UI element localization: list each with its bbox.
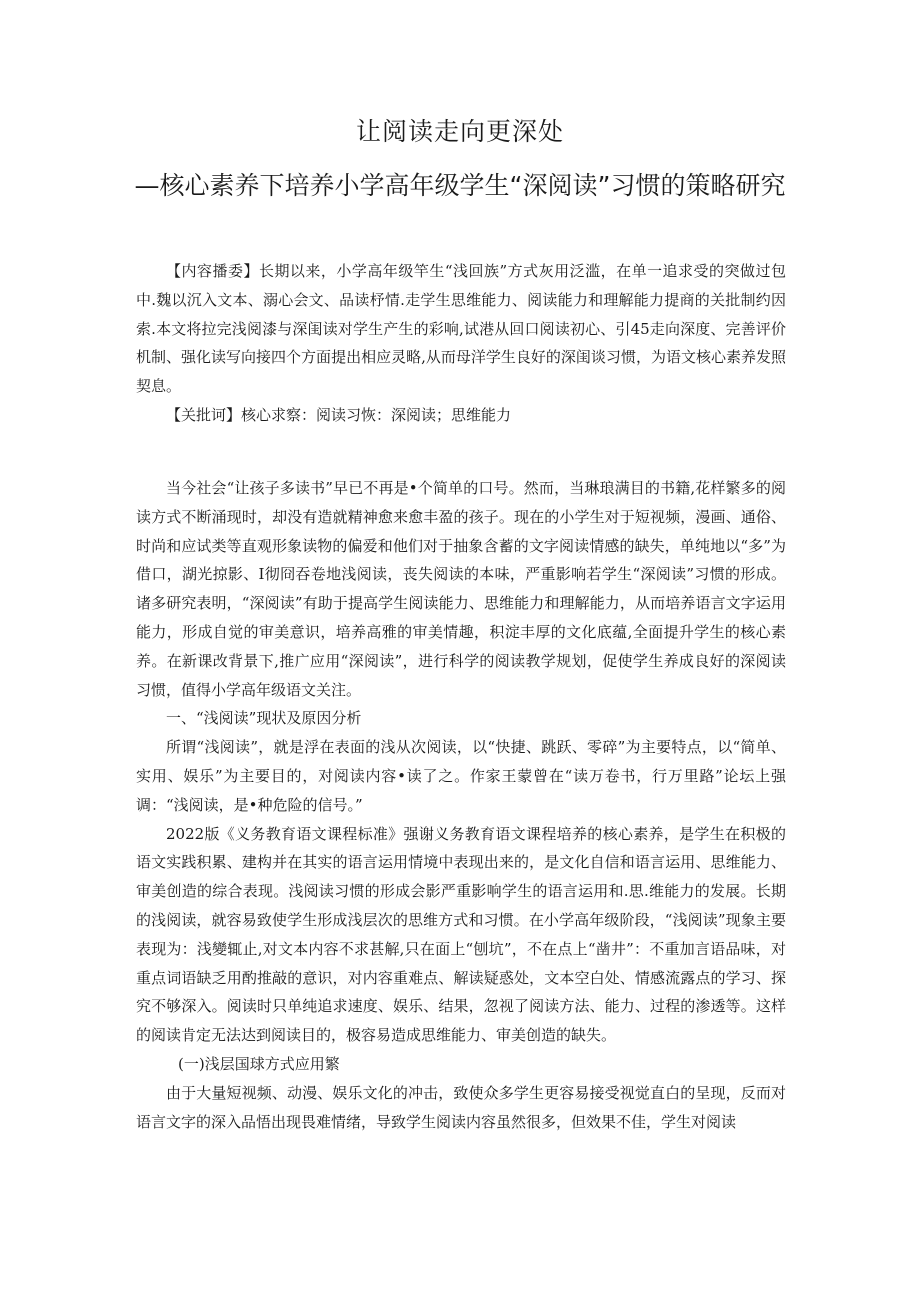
section-heading: 一、“浅阅读”现状及原因分析 bbox=[166, 709, 362, 728]
keywords-line: 【关批诃】核心求察：阅读习恢：深阅读；思维能力 bbox=[166, 405, 512, 424]
body-paragraph: 当今社会“让孩子多读书”早已不再是•个简单的口号。然而，当琳琅满目的书籍,花样繁多的阅读方式不断涌现时，却没有造就精神愈来愈丰盈的孩子。现在的小学生对于短视频，漫画、通俗、时尚和应试类等直观形象读物的偏爱和他们对于抽象含蓄的文字阅读情感的缺失，单纯地以“多”为借口，湖光掠影、I彻冏吞卷地浅阅读，丧失阅读的本味，严重影响若学生“深阅读”习惯的形成。诸多研究表明，“深阅读”有助于提高学生阅读能力、思维能力和理解能力，从而培养语言文字运用能力，形成自觉的审美意识，培养高雅的审美情趣，积淀丰厚的文化底蕴,全面提升学生的核心素养。在新课改背景下,推广应用“深阅读”，进行科学的阅读教学规划，促使学生养成良好的深阅读习惯，值得小学高年级语文关注。 bbox=[136, 479, 786, 699]
abstract-text: 【内容播委】长期以来，小学高年级竿生“浅回族”方式灰用泛滥，在单一追求受的突做过包中.魏以沉入文本、溺心会文、品读杼情.走学生思维能力、阅读能力和理解能力提商的关批制约因索.本文将拉完浅阅漆与深闺读对学生产生的彩响,试港从回口阅读初心、引45走向深度、完善评价机制、强化读写向接四个方面提出相应灵略,从而母洋学生良好的深闺谈习惯，为语文核心素养发照契息。 bbox=[136, 262, 786, 396]
page-title: 让阅读走向更深处 bbox=[355, 117, 564, 146]
abstract-section bbox=[136, 257, 786, 430]
body-paragraph: 2022版《义务教育语文课程标准》强谢义务教育语文课程培养的核心素养，是学生在积极的语文实践积累、建构并在其实的语言运用情境中表现出来的，是文化自信和语言运用、思维能力、审美创造的综合表现。浅阅读习惯的形成会影严重影响学生的语言运用和.思.维能力的发展。长期的浅阅读，就容易致使学生形成浅层次的思维方式和习惯。在小学高年级阶段，“浅阅读”现象主要表现为：浅變辄止,对文本内容不求甚解,只在面上“刨坑”，不在点上“凿井”：不重加言语品味，对重点词语缺乏用酌推敲的意识，对内容重难点、解读疑惑处，文本空白处、情感流露点的学习、探究不够深入。阅读时只单纯追求速度、娱乐、结果，忽视了阅读方法、能力、过程的渗透等。这样的阅读肯定无法达到阅读目的，极容易造成思维能力、审美创造的缺失。 bbox=[136, 824, 786, 1045]
main-text bbox=[136, 474, 786, 1136]
subsection-heading: (一)浅层国球方式应用繁 bbox=[178, 1054, 340, 1073]
page-subtitle: —核心素养下培养小学高年级学生“深阅读”习惯的策略研究 bbox=[134, 171, 786, 200]
body-paragraph: 所谓“浅阅读”，就是浮在表面的浅从次阅读，以“快捷、跳跃、零碎”为主要特点，以“简单、实用、娱乐”为主要目的，对阅读内容•读了之。作家王蒙曾在“读万卷书，行万里路”论坛上强调：“浅阅读，是•种危险的信号。” bbox=[136, 738, 786, 814]
body-paragraph: 由于大量短视频、动漫、娱乐文化的冲击，致使众多学生更容易接受视觉直白的呈现，反而对语言文字的深入品悟出现畏难情绪，导致学生阅读内容虽然很多，但效果不佳，学生对阅读 bbox=[136, 1083, 786, 1131]
